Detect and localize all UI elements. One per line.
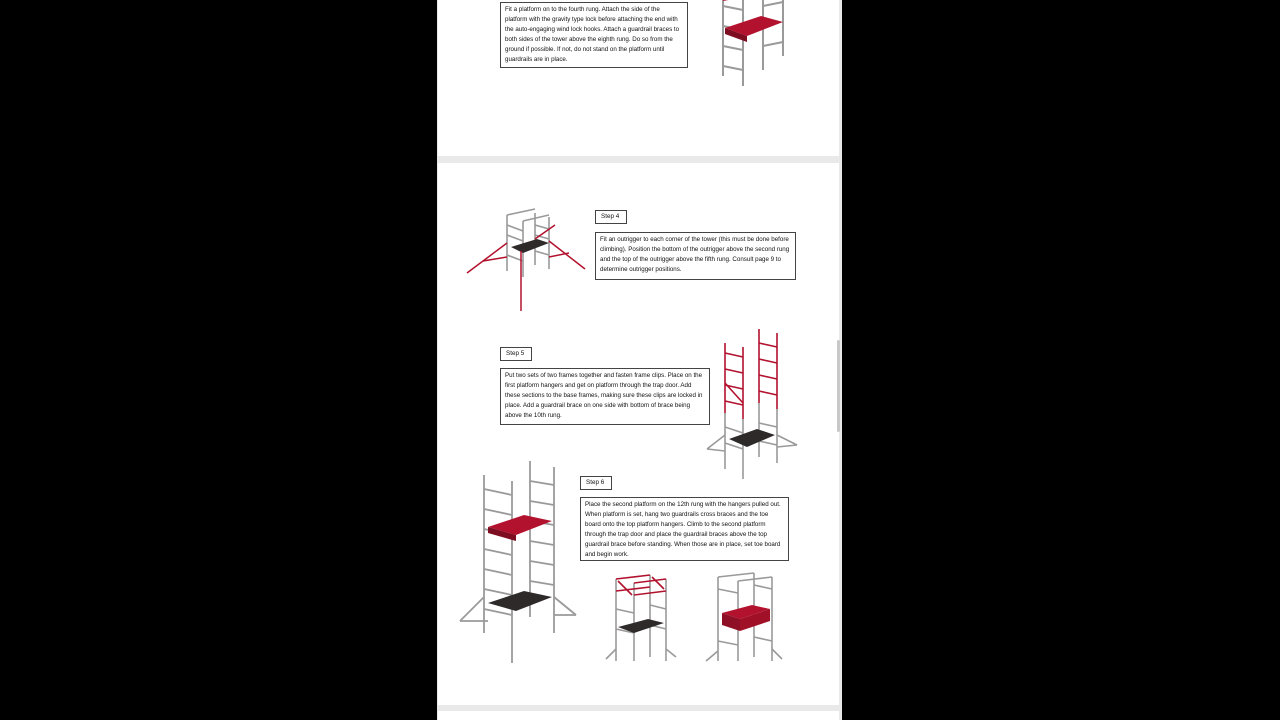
step4-label-text: Step 4 [601,213,620,220]
step3-instruction-box [500,2,688,68]
step5-label-text: Step 5 [506,350,525,357]
document-viewer[interactable] [437,0,842,720]
document-page-next [438,711,839,720]
step3-text: Fit a platform on to the fourth rung. Attach the side of the platform with the gravity type lock before attaching the end with the auto-engaging wind lock hooks. Attach a guardrail braces to both sides of the tower above the eighth rung. Do so from the ground if possible. If not, do not stand on the platform until guardrails are in place. [505,6,680,63]
step6-label [580,476,612,490]
document-page [438,163,839,705]
step4-tower-illustration [465,203,590,315]
step6-detail-illustration-left [604,569,678,663]
step6-text: Place the second platform on the 12th rung with the hangers pulled out. When platform is set, hang two guardrails cross braces and the toe board onto the top platform hangers. Climb to the second platform through the trap door and place the guardrail braces above the top guardrail brace before standing. When those are in place, set toe board and begin work. [585,501,781,558]
step4-instruction-box [595,232,796,280]
step6-tower-illustration [458,457,580,667]
step5-instruction-box [500,368,710,425]
step5-label [500,347,532,361]
document-page-previous [438,0,839,156]
step6-instruction-box [580,497,789,561]
step3-tower-illustration [713,0,793,92]
step5-text: Put two sets of two frames together and fasten frame clips. Place on the first platform hangers and get on platform through the trap door. Add these sections to the base frames, making sure these clips are locked in place. Add a guardrail brace on one side with bottom of brace being above the 10th rung. [505,372,703,419]
step4-text: Fit an outrigger to each corner of the tower (this must be done before climbing). Position the bottom of the outrigger above the second rung and the top of the outrigger above the fifth rung. Consult page 9 to determine outrigger positions. [600,236,790,273]
vertical-scrollbar-thumb[interactable] [837,340,840,432]
step6-detail-illustration-right [704,569,784,663]
step6-label-text: Step 6 [586,479,605,486]
step4-label [595,210,627,224]
step5-tower-illustration [705,323,800,483]
